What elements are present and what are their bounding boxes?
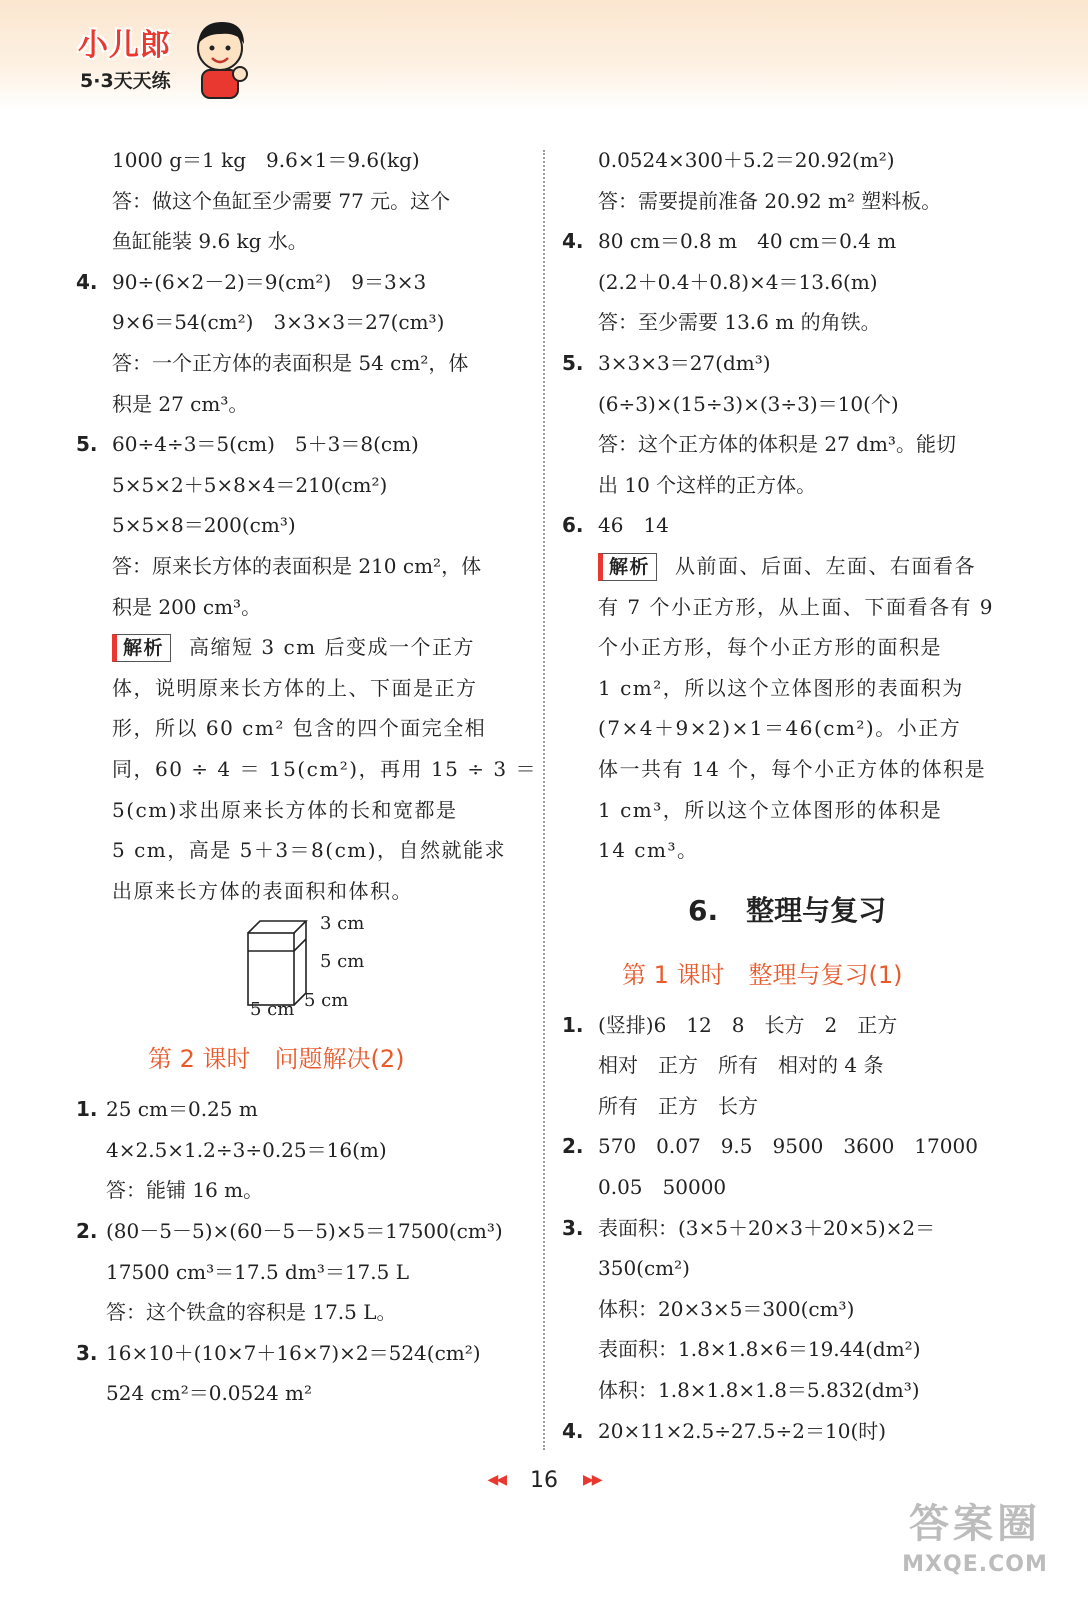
question-4	[562, 221, 1022, 262]
text-line: 4×2.5×1.2÷3÷0.25＝16(m)	[106, 1137, 387, 1162]
analysis-text: 1 cm²，所以这个立体图形的表面积为	[598, 675, 964, 700]
question-number: 1.	[76, 1097, 98, 1122]
text-line: 350(cm²)	[598, 1256, 690, 1281]
question-number: 2.	[76, 1219, 98, 1244]
text-line: (竖排)6 12 8 长方 2 正方	[598, 1012, 898, 1037]
question-5	[562, 343, 1022, 384]
cuboid-diagram	[76, 911, 526, 1029]
analysis-label: 解析	[598, 553, 657, 581]
analysis-block	[76, 627, 537, 911]
figure-label-height-cut: 3 cm	[320, 913, 365, 935]
text-line: 鱼缸能装 9.6 kg 水。	[112, 229, 308, 254]
analysis-text: 形，所以 60 cm² 包含的四个面完全相	[112, 716, 487, 741]
question-2	[76, 1211, 526, 1252]
question-1	[562, 1005, 1022, 1046]
text-line: 出 10 个这样的正方体。	[598, 472, 817, 497]
brand-logo	[70, 14, 250, 100]
text-line: 46 14	[598, 513, 669, 538]
cuboid-figure	[76, 911, 526, 1029]
question-number: 5.	[76, 432, 98, 457]
text-line: 0.05 50000	[598, 1175, 727, 1200]
text-line: (6÷3)×(15÷3)×(3÷3)＝10(个)	[598, 391, 899, 416]
analysis-text: 5(cm)求出原来长方体的长和宽都是	[112, 797, 458, 822]
analysis-text: 出原来长方体的表面积和体积。	[112, 878, 413, 903]
lesson-title: 第 1 课时 整理与复习(1)	[622, 960, 903, 989]
question-number: 6.	[562, 513, 584, 538]
analysis-text: 同，60 ÷ 4 ＝ 15(cm²)，再用 15 ÷ 3 ＝	[112, 756, 537, 781]
text-line: (80－5－5)×(60－5－5)×5＝17500(cm³)	[106, 1219, 503, 1244]
text-line: 相对 正方 所有 相对的 4 条	[598, 1053, 884, 1078]
prev-arrows-icon: ◀◀	[487, 1472, 505, 1488]
brand-subtitle: 5·3天天练	[80, 70, 171, 92]
text-line: 体积：1.8×1.8×1.8＝5.832(dm³)	[598, 1378, 920, 1403]
text-line: 答：一个正方体的表面积是 54 cm²，体	[112, 350, 469, 375]
text-line: 80 cm＝0.8 m 40 cm＝0.4 m	[598, 229, 897, 254]
right-column	[562, 140, 1022, 1451]
question-number: 2.	[562, 1134, 584, 1159]
question-number: 1.	[562, 1012, 584, 1037]
text-line: 90÷(6×2－2)＝9(cm²) 9＝3×3	[112, 269, 427, 294]
text-line: 60÷4÷3＝5(cm) 5＋3＝8(cm)	[112, 432, 419, 457]
analysis-text: 体一共有 14 个，每个小正方体的体积是	[598, 756, 987, 781]
figure-label-width: 5 cm	[304, 990, 349, 1012]
text-line: 524 cm²＝0.0524 m²	[106, 1381, 313, 1406]
next-arrows-icon: ▶▶	[583, 1472, 601, 1488]
text-line: 20×11×2.5÷27.5÷2＝10(时)	[598, 1418, 887, 1443]
question-number: 4.	[562, 229, 584, 254]
question-3	[562, 1208, 1022, 1249]
question-3	[76, 1333, 526, 1374]
text-line: 答：需要提前准备 20.92 m² 塑料板。	[598, 188, 942, 213]
analysis-text: 个小正方形，每个小正方形的面积是	[598, 635, 942, 660]
analysis-text: 5 cm，高是 5＋3＝8(cm)，自然就能求	[112, 838, 507, 863]
text-line: 体积：20×3×5＝300(cm³)	[598, 1296, 855, 1321]
text-line: 5×5×2＋5×8×4＝210(cm²)	[112, 472, 388, 497]
mascot-boy-icon	[190, 14, 252, 100]
figure-label-length: 5 cm	[250, 999, 295, 1021]
lesson-title: 第 2 课时 问题解决(2)	[148, 1045, 405, 1074]
text-line: 3×3×3＝27(dm³)	[598, 350, 771, 375]
text-line: 答：这个正方体的体积是 27 dm³。能切	[598, 432, 956, 457]
question-4	[562, 1411, 1022, 1452]
watermark	[880, 1498, 1070, 1594]
analysis-block	[562, 546, 1022, 871]
question-number: 3.	[76, 1340, 98, 1365]
text-line: 表面积：(3×5＋20×3＋20×5)×2＝	[598, 1215, 936, 1240]
question-number: 4.	[562, 1418, 584, 1443]
question-number: 5.	[562, 350, 584, 375]
text-line: 1000 g＝1 kg 9.6×1＝9.6(kg)	[112, 148, 420, 172]
text-line: 5×5×8＝200(cm³)	[112, 513, 296, 538]
analysis-text: 14 cm³。	[598, 838, 699, 863]
text-line: 570 0.07 9.5 9500 3600 17000	[598, 1134, 978, 1159]
question-4	[76, 262, 526, 303]
figure-label-height: 5 cm	[320, 951, 365, 973]
question-1	[76, 1089, 526, 1130]
question-2	[562, 1126, 1022, 1167]
text-line: 25 cm＝0.25 m	[106, 1097, 258, 1122]
analysis-text: 有 7 个小正方形，从上面、下面看各有 9	[598, 594, 995, 619]
question-number: 3.	[562, 1215, 584, 1240]
question-number: 4.	[76, 269, 98, 294]
text-line: 积是 27 cm³。	[112, 391, 249, 416]
text-line: (2.2＋0.4＋0.8)×4＝13.6(m)	[598, 269, 878, 294]
analysis-text: 体，说明原来长方体的上、下面是正方	[112, 675, 478, 700]
analysis-label: 解析	[112, 634, 171, 662]
question-5	[76, 424, 526, 465]
text-line: 答：做这个鱼缸至少需要 77 元。这个	[112, 188, 451, 213]
analysis-text: (7×4＋9×2)×1＝46(cm²)。小正方	[598, 716, 962, 741]
text-line: 答：至少需要 13.6 m 的角铁。	[598, 310, 881, 335]
brand-name: 小儿郎	[78, 28, 171, 63]
page-number: 16	[530, 1468, 558, 1493]
text-line: 0.0524×300＋5.2＝20.92(m²)	[598, 148, 895, 172]
text-line: 9×6＝54(cm²) 3×3×3＝27(cm³)	[112, 310, 445, 335]
analysis-text: 从前面、后面、左面、右面看各	[675, 553, 977, 578]
text-line: 答：能铺 16 m。	[106, 1178, 264, 1203]
column-divider	[543, 150, 545, 1450]
text-line: 答：这个铁盒的容积是 17.5 L。	[106, 1300, 397, 1325]
analysis-text: 高缩短 3 cm 后变成一个正方	[189, 635, 475, 660]
watermark-text: 答案圈	[909, 1501, 1041, 1547]
text-line: 17500 cm³＝17.5 dm³＝17.5 L	[106, 1259, 410, 1284]
watermark-url: MXQE.COM	[902, 1552, 1048, 1577]
text-line: 答：原来长方体的表面积是 210 cm²，体	[112, 553, 482, 578]
text-line: 积是 200 cm³。	[112, 594, 262, 619]
question-6	[562, 505, 1022, 546]
analysis-text: 1 cm³，所以这个立体图形的体积是	[598, 797, 943, 822]
text-line: 16×10＋(10×7＋16×7)×2＝524(cm²)	[106, 1340, 481, 1365]
left-column	[76, 140, 537, 1414]
text-line: 所有 正方 长方	[598, 1093, 758, 1118]
text-line: 表面积：1.8×1.8×6＝19.44(dm²)	[598, 1337, 921, 1362]
section-title: 6. 整理与复习	[688, 893, 887, 927]
